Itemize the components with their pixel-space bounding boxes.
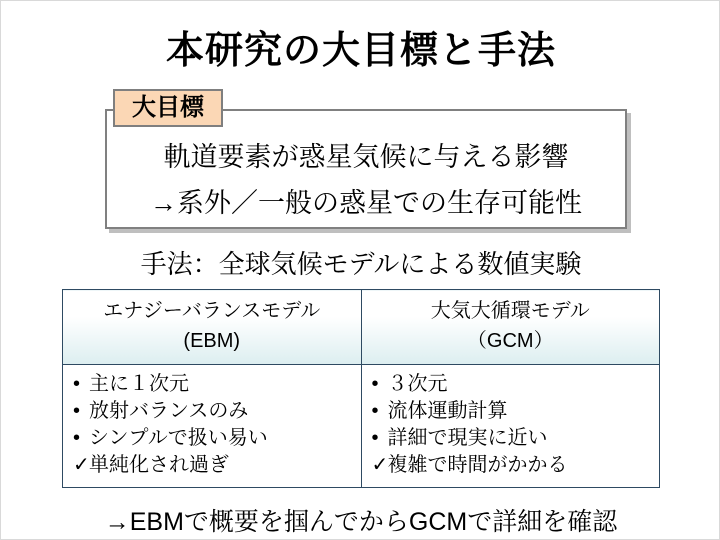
- list-item-label: 詳細で現実に近い: [387, 427, 548, 449]
- table-header-row: [63, 290, 660, 365]
- list-item-label: 放射バランスのみ: [89, 400, 249, 422]
- table-header-ebm-line2: (EBM): [183, 330, 241, 352]
- table-body-row: [63, 365, 660, 488]
- list-item-label: 単純化され過ぎ: [89, 454, 229, 476]
- goal-text-line-1: 軌道要素が惑星気候に与える影響: [163, 142, 569, 172]
- table-header-gcm-line2: （GCM）: [466, 330, 554, 352]
- list-item: [73, 398, 353, 425]
- table-cell-gcm-features: [361, 365, 660, 488]
- bullet-marker-icon: •: [73, 400, 81, 422]
- check-marker-icon: ✓: [371, 454, 389, 476]
- bullet-marker-icon: •: [371, 427, 379, 449]
- list-item: [372, 398, 652, 425]
- table-cell-ebm-features: [63, 365, 362, 488]
- list-item: [372, 452, 652, 479]
- table-header-ebm-line1: エナジーバランスモデル: [103, 300, 321, 322]
- bullet-marker-icon: •: [371, 400, 379, 422]
- table-header-gcm: [361, 290, 660, 365]
- list-item: [73, 452, 353, 479]
- list-item: [372, 425, 652, 452]
- ebm-feature-list: [73, 371, 353, 479]
- bullet-marker-icon: •: [73, 427, 81, 449]
- table-header-ebm: [63, 290, 362, 365]
- list-item-label: ３次元: [387, 373, 448, 395]
- list-item: [372, 371, 652, 398]
- list-item-label: 流体運動計算: [387, 400, 508, 422]
- page-title: 本研究の大目標と手法: [165, 30, 556, 72]
- list-item: [73, 425, 353, 452]
- method-line: 手法：全球気候モデルによる数値実験: [140, 249, 582, 279]
- gcm-feature-list: [372, 371, 652, 479]
- conclusion-line: →EBMで概要を掴んでからGCMで詳細を確認: [104, 508, 618, 536]
- check-marker-icon: ✓: [73, 454, 90, 476]
- list-item-label: シンプルで扱い易い: [89, 427, 268, 449]
- table-header-gcm-line1: 大気大循環モデル: [430, 300, 590, 322]
- model-comparison-table: [62, 289, 660, 488]
- bullet-marker-icon: •: [371, 373, 379, 395]
- list-item: [73, 371, 353, 398]
- list-item-label: 主に１次元: [89, 373, 189, 395]
- goal-text-line-2: →系外／一般の惑星での生存可能性: [150, 188, 582, 218]
- bullet-marker-icon: •: [73, 373, 81, 395]
- list-item-label: 複雑で時間がかかる: [387, 454, 568, 476]
- goal-label-badge: 大目標: [113, 89, 223, 127]
